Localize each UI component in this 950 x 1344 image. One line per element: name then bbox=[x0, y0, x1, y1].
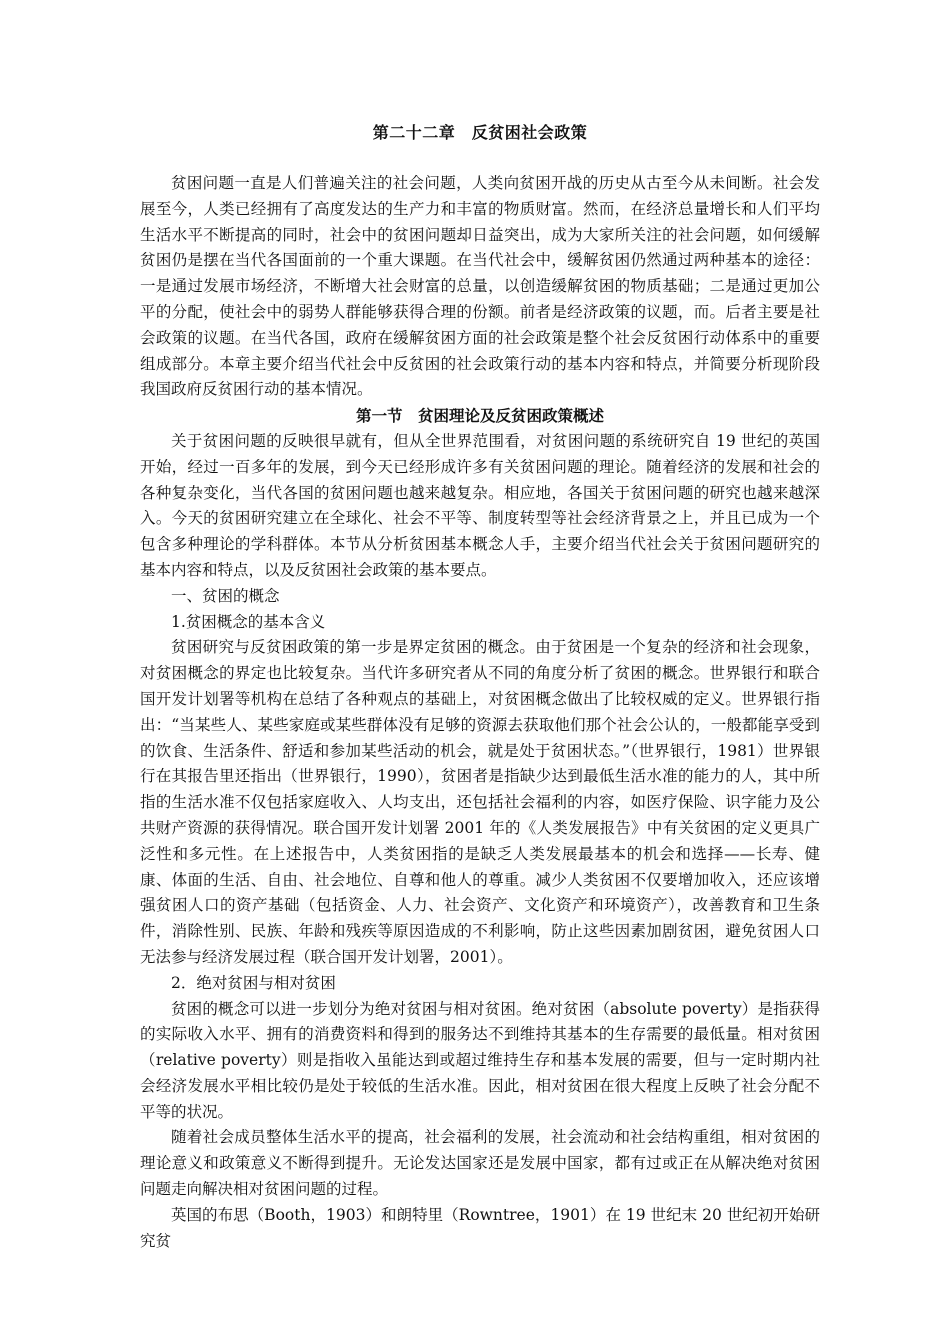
paragraph-booth-rowntree: 英国的布思（Booth，1903）和朗特里（Rowntree，1901）在 19 世纪末 20 世纪初开始研究贫 bbox=[140, 1205, 820, 1250]
chapter-title: 第二十二章 反贫困社会政策 bbox=[372, 123, 588, 142]
subheading-basic-meaning: 1.贫困概念的基本含义 bbox=[171, 612, 326, 631]
paragraph-poverty-definition: 贫困研究与反贫困政策的第一步是界定贫困的概念。由于贫困是一个复杂的经济和社会现象，对贫困概念的界定也比较复杂。当代许多研究者从不同的角度分析了贫困的概念。世界银行和联合国开发计划署等机构在总结了各种观点的基础上，对贫困概念做出了比较权威的定义。世界银行指出：“当某些人、某些家庭或某些群体没有足够的资源去获取他们那个社会公认的，一般都能享受到的饮食、生活条件、舒适和参加某些活动的机会，就是处于贫困状态。”（世界银行，1981）世界银行在其报告里还指出（世界银行，1990），贫困者是指缺少达到最低生活水准的能力的人，其中所指的生活水准不仅包括家庭收入、人均支出，还包括社会福利的内容，如医疗保险、识字能力及公共财产资源的获得情况。联合国开发计划署 2001 年的《人类发展报告》中有关贫困的定义更具广泛性和多元性。在上述报告中，人类贫困指的是缺乏人类发展最基本的机会和选择——长寿、健康、体面的生活、自由、社会地位、自尊和他人的尊重。减少人类贫困不仅要增加收入，还应该增强贫困人口的资产基础（包括资金、人力、社会资产、文化资产和环境资产），改善教育和卫生条件，消除性别、民族、年龄和残疾等原因造成的不利影响，防止这些因素加剧贫困，避免贫困人口无法参与经济发展过程（联合国开发计划署，2001）。 bbox=[140, 638, 820, 966]
section-title: 第一节 贫困理论及反贫困政策概述 bbox=[355, 406, 604, 426]
section-intro-paragraph: 关于贫困问题的反映很早就有，但从全世界范围看，对贫困问题的系统研究自 19 世纪的英国开始，经过一百多年的发展，到今天已经形成许多有关贫困问题的理论。随着经济的发展和社会的各种复杂变化，当代各国的贫困问题也越来越复杂。相应地，各国关于贫困问题的研究也越来越深入。今天的贫困研究建立在全球化、社会不平等、制度转型等社会经济背景之上，并且已成为一个包含多种理论的学科群体。本节从分析贫困基本概念人手，主要介绍当代社会关于贫困问题研究的基本内容和特点，以及反贫困社会政策的基本要点。 bbox=[140, 431, 820, 579]
intro-paragraph: 贫困问题一直是人们普遍关注的社会问题，人类向贫困开战的历史从古至今从未间断。社会发展至今，人类已经拥有了高度发达的生产力和丰富的物质财富。然而，在经济总量增长和人们平均生活水平不断提高的同时，社会中的贫困问题却日益突出，成为大家所关注的社会问题，如何缓解贫困仍是摆在当代各国面前的一个重大课题。在当代社会中，缓解贫困仍然通过两种基本的途径：一是通过发展市场经济，不断增大社会财富的总量，以创造缓解贫困的物质基础；二是通过更加公平的分配，使社会中的弱势人群能够获得合理的份额。前者是经济政策的议题，而。后者主要是社会政策的议题。在当代各国，政府在缓解贫困方面的社会政策是整个社会反贫困行动体系中的重要组成部分。本章主要介绍当代社会中反贫困的社会政策行动的基本内容和特点，并简要分析现阶段我国政府反贫困行动的基本情况。 bbox=[140, 174, 820, 399]
document-page bbox=[140, 120, 820, 1254]
paragraph-absolute-relative: 贫困的概念可以进一步划分为绝对贫困与相对贫困。绝对贫困（absolute poverty）是指获得的实际收入水平、拥有的消费资料和得到的服务达不到维持其基本的生存需要的最低量。相对贫困（relative poverty）则是指收入虽能达到或超过维持生存和基本发展的需要，但与一定时期内社会经济发展水平相比较仍是处于较低的生活水准。因此，相对贫困在很大程度上反映了社会分配不平等的状况。 bbox=[140, 999, 820, 1121]
paragraph-relative-significance: 随着社会成员整体生活水平的提高，社会福利的发展，社会流动和社会结构重组，相对贫困的理论意义和政策意义不断得到提升。无论发达国家还是发展中国家，都有过或正在从解决绝对贫困问题走向解决相对贫困问题的过程。 bbox=[140, 1128, 820, 1199]
heading-poverty-concept: 一、贫困的概念 bbox=[171, 586, 280, 605]
subheading-absolute-relative: 2．绝对贫困与相对贫困 bbox=[171, 973, 336, 992]
